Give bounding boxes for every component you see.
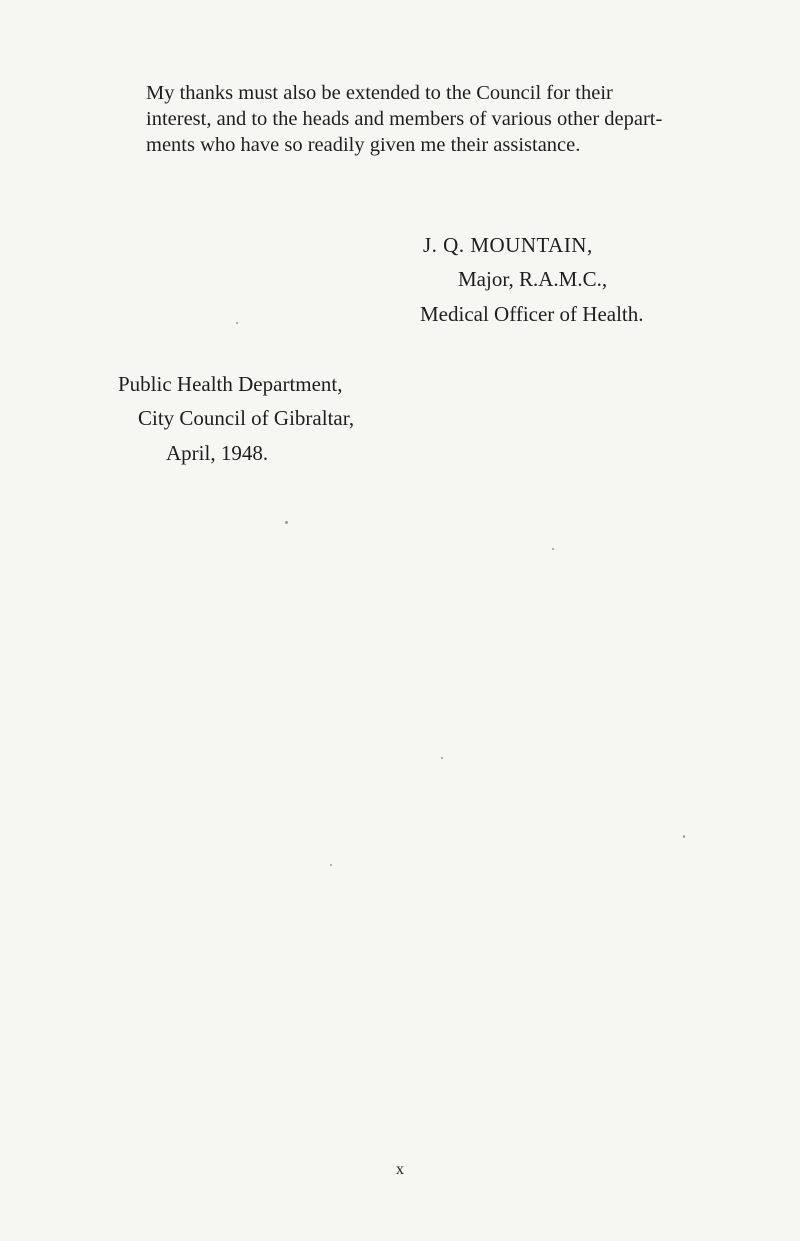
address-date: April, 1948. xyxy=(166,441,269,465)
paper-speck xyxy=(441,757,443,759)
signatory-title: Medical Officer of Health. xyxy=(420,302,644,326)
address-council: City Council of Gibraltar, xyxy=(138,406,355,430)
body-paragraph xyxy=(146,80,786,158)
paragraph-line-2: interest, and to the heads and members of various other depart- xyxy=(146,108,663,130)
page-marker: x xyxy=(396,1161,404,1178)
signatory-name: J. Q. MOUNTAIN, xyxy=(423,233,593,257)
paper-speck xyxy=(236,322,238,324)
signatory-rank: Major, R.A.M.C., xyxy=(458,267,608,291)
paragraph-line-1: My thanks must also be extended to the Council for their xyxy=(146,82,613,104)
paper-speck xyxy=(330,864,332,866)
paper-speck xyxy=(285,521,288,524)
paragraph-line-3: ments who have so readily given me their assistance. xyxy=(146,134,581,156)
address-department: Public Health Department, xyxy=(118,372,343,396)
paper-speck xyxy=(683,835,685,838)
paper-speck xyxy=(552,548,554,550)
